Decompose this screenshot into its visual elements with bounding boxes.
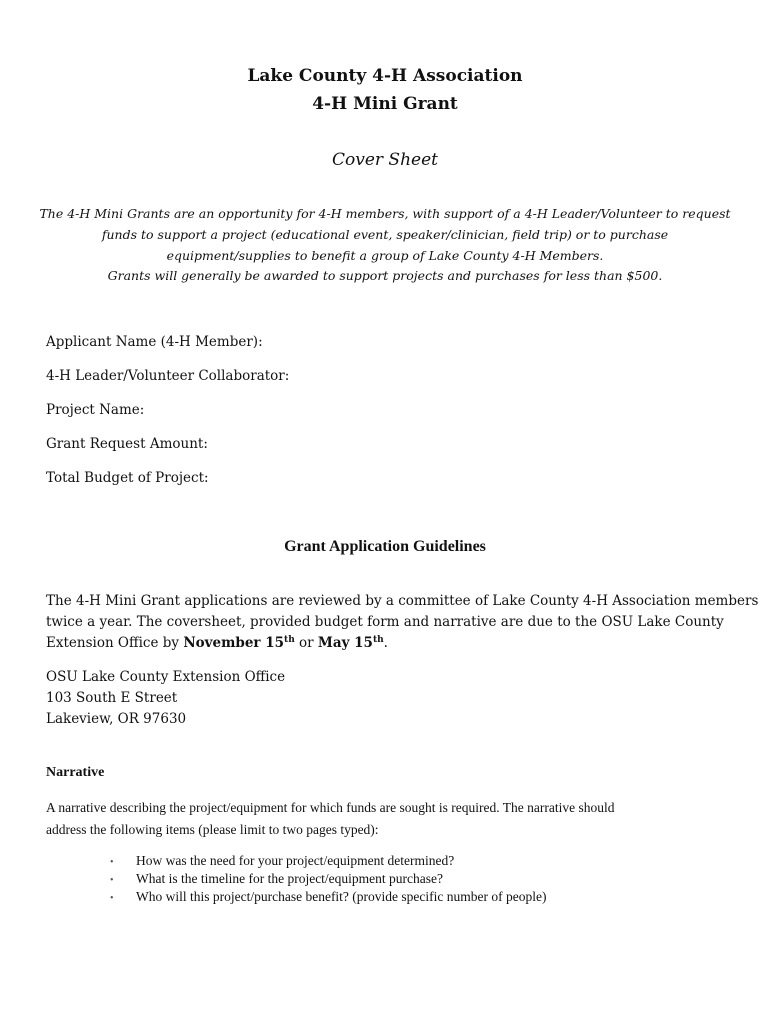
intro-paragraph bbox=[30, 204, 740, 287]
list-item: • How was the need for your project/equipment determined? bbox=[110, 852, 546, 870]
list-item: • What is the timeline for the project/equipment purchase? bbox=[110, 870, 546, 888]
org-name-title: Lake County 4-H Association bbox=[247, 66, 523, 86]
guidelines-paragraph bbox=[46, 591, 759, 653]
guidelines-line: twice a year. The coversheet, provided budget form and narrative are due to the OSU Lake County bbox=[46, 613, 724, 630]
intro-line: Grants will generally be awarded to support projects and purchases for less than $500. bbox=[107, 268, 663, 284]
narrative-items-list bbox=[110, 852, 546, 906]
guidelines-line: Extension Office by November 15th or May 15th. bbox=[46, 634, 388, 651]
cover-sheet-subtitle: Cover Sheet bbox=[332, 150, 438, 170]
address-line: OSU Lake County Extension Office bbox=[46, 669, 286, 685]
grant-request-amount-label: Grant Request Amount: bbox=[46, 436, 208, 452]
address-line: 103 South E Street bbox=[46, 689, 178, 706]
leader-collaborator-label: 4-H Leader/Volunteer Collaborator: bbox=[46, 368, 290, 384]
bullet-icon: • bbox=[110, 875, 114, 886]
total-budget-label: Total Budget of Project: bbox=[46, 470, 209, 486]
narrative-line: A narrative describing the project/equipment for which funds are sought is required. The narrative should bbox=[46, 800, 615, 815]
applicant-name-label: Applicant Name (4-H Member): bbox=[46, 334, 263, 350]
project-name-label: Project Name: bbox=[46, 402, 145, 418]
address-line: Lakeview, OR 97630 bbox=[46, 710, 187, 727]
narrative-paragraph bbox=[46, 797, 746, 840]
office-address bbox=[46, 667, 285, 729]
due-prefix: Extension Office by bbox=[46, 634, 184, 651]
due-connector: or bbox=[294, 634, 318, 651]
due-date-may: May 15th bbox=[317, 634, 384, 651]
bullet-icon: • bbox=[110, 857, 114, 868]
list-item: • Who will this project/purchase benefit? (provide specific number of people) bbox=[110, 888, 546, 906]
intro-line: The 4-H Mini Grants are an opportunity for 4-H members, with support of a 4-H Leader/Volunteer to request bbox=[39, 206, 731, 221]
intro-line: funds to support a project (educational event, speaker/clinician, field trip) or to purchase bbox=[101, 226, 669, 242]
program-name-title: 4-H Mini Grant bbox=[312, 94, 458, 114]
intro-line: equipment/supplies to benefit a group of Lake County 4-H Members. bbox=[166, 247, 604, 263]
guidelines-heading: Grant Application Guidelines bbox=[284, 538, 486, 555]
bullet-icon: • bbox=[110, 893, 114, 904]
narrative-heading: Narrative bbox=[46, 765, 105, 780]
guidelines-line: The 4-H Mini Grant applications are reviewed by a committee of Lake County 4-H Association members bbox=[46, 593, 759, 609]
narrative-line: address the following items (please limit to two pages typed): bbox=[46, 821, 379, 837]
due-date-november: November 15th bbox=[183, 634, 295, 651]
